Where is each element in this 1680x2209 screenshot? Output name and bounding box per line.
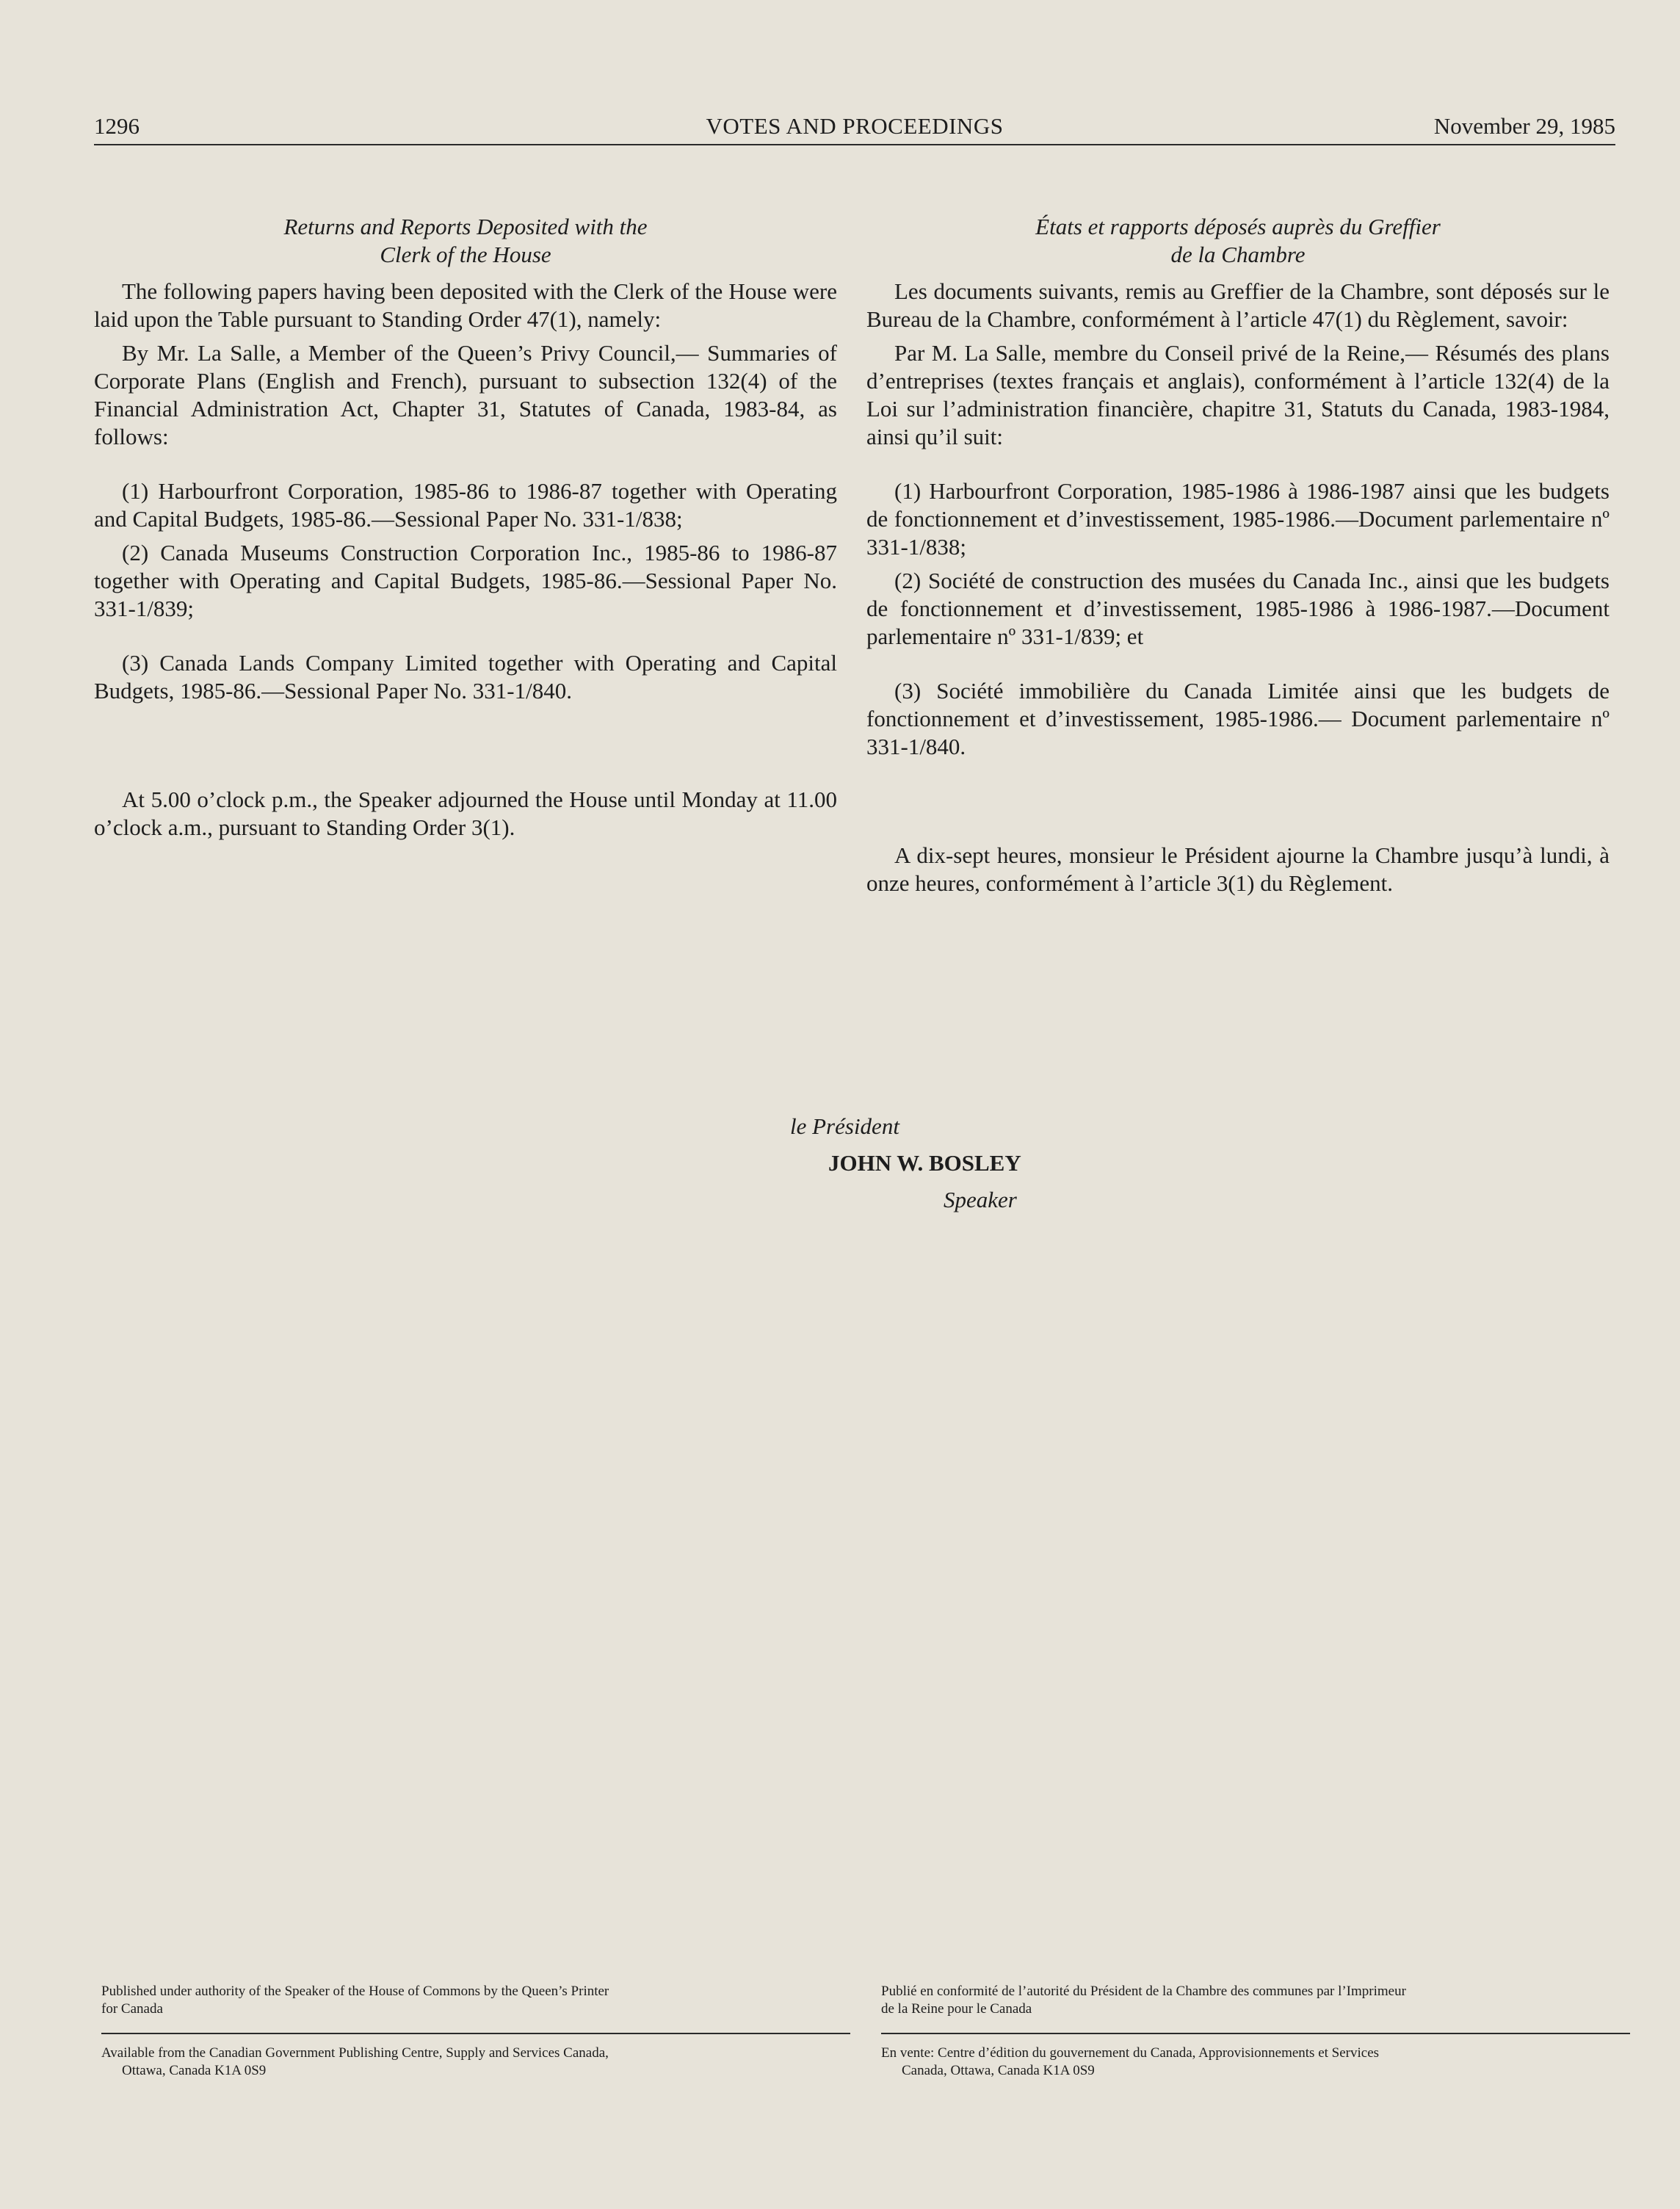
footer-french-availability-line-2: Canada, Ottawa, Canada K1A 0S9 <box>902 2063 1095 2078</box>
french-item-3: (3) Société immobilière du Canada Limitée ainsi que les budgets de fonctionnement et d’investissement, 1985-1986.— Document parlementaire nº 331-1/840. <box>866 678 1610 759</box>
signature-title-en: Speaker <box>944 1187 1017 1212</box>
english-column <box>94 213 837 842</box>
french-section-title <box>866 213 1610 269</box>
signature-title-fr: le Président <box>790 1113 899 1139</box>
footer-english <box>101 1983 850 2080</box>
english-intro: The following papers having been deposited with the Clerk of the House were laid upon the Table pursuant to Standing Order 47(1), namely: <box>94 278 837 332</box>
french-item-2: (2) Société de construction des musées du Canada Inc., ainsi que les budgets de fonctionnement et d’investissement, 1985-1986 à 1986-1987.—Document parlementaire nº 331-1/839; et <box>866 568 1610 649</box>
english-section-title-line-1: Returns and Reports Deposited with the <box>283 214 648 239</box>
french-item-1: (1) Harbourfront Corporation, 1985-1986 à 1986-1987 ainsi que les budgets de fonctionnement et d’investissement, 1985-1986.—Document parlementaire nº 331-1/838; <box>866 478 1610 560</box>
page-number: 1296 <box>94 113 140 139</box>
signature-name: JOHN W. BOSLEY <box>828 1150 1021 1176</box>
english-item-2: (2) Canada Museums Construction Corporation Inc., 1985-86 to 1986-87 together with Operating and Capital Budgets, 1985-86.—Sessional Paper No. 331-1/839; <box>94 540 837 621</box>
french-intro: Les documents suivants, remis au Greffier de la Chambre, sont déposés sur le Bureau de la Chambre, conformément à l’article 47(1) du Règlement, savoir: <box>866 278 1610 332</box>
footer-english-rule <box>101 2033 850 2034</box>
french-section-title-line-1: États et rapports déposés auprès du Greffier <box>1035 214 1441 239</box>
footer-french-availability-line-1: En vente: Centre d’édition du gouvernement du Canada, Approvisionnements et Services <box>881 2045 1380 2061</box>
english-by-line: By Mr. La Salle, a Member of the Queen’s Privy Council,— Summaries of Corporate Plans (English and French), pursuant to subsection 132(4) of the Financial Administration Act, Chapter 31, Statutes of Canada, 1983-84, as follows: <box>94 340 837 449</box>
french-adjournment: A dix-sept heures, monsieur le Président ajourne la Chambre jusqu’à lundi, à onze heures, conformément à l’article 3(1) du Règlement. <box>866 842 1610 896</box>
footer-english-availability-line-2: Ottawa, Canada K1A 0S9 <box>122 2063 267 2078</box>
english-adjournment: At 5.00 o’clock p.m., the Speaker adjourned the House until Monday at 11.00 o’clock a.m., pursuant to Standing Order 3(1). <box>94 787 837 840</box>
english-section-title <box>94 213 837 269</box>
english-section-title-line-2: Clerk of the House <box>380 242 551 267</box>
footer-english-availability-line-1: Available from the Canadian Government Publishing Centre, Supply and Services Canada, <box>101 2045 609 2061</box>
footer-french-availability <box>881 2044 1630 2080</box>
footer-french <box>881 1983 1630 2080</box>
footer-english-publisher <box>101 1983 850 2018</box>
running-title: VOTES AND PROCEEDINGS <box>706 113 1004 139</box>
footer-english-availability <box>101 2044 850 2080</box>
footer-french-publisher <box>881 1983 1630 2018</box>
french-section-title-line-2: de la Chambre <box>1170 242 1306 267</box>
english-item-3: (3) Canada Lands Company Limited together with Operating and Capital Budgets, 1985-86.—Sessional Paper No. 331-1/840. <box>94 650 837 704</box>
footer-french-publisher-line-1: Publié en conformité de l’autorité du Président de la Chambre des communes par l’Imprimeur <box>881 1984 1406 1999</box>
footer-french-publisher-line-2: de la Reine pour le Canada <box>881 2001 1032 2017</box>
english-item-1: (1) Harbourfront Corporation, 1985-86 to 1986-87 together with Operating and Capital Budgets, 1985-86.—Sessional Paper No. 331-1/838; <box>94 478 837 532</box>
footer-english-publisher-line-2: for Canada <box>101 2001 163 2017</box>
french-by-line: Par M. La Salle, membre du Conseil privé de la Reine,— Résumés des plans d’entreprises (textes français et anglais), conformément à l’article 132(4) de la Loi sur l’administration financière, chapitre 31, Statuts du Canada, 1983-1984, ainsi qu’il suit: <box>866 340 1610 449</box>
page-date: November 29, 1985 <box>1433 113 1615 139</box>
french-column <box>866 213 1610 897</box>
footer-french-rule <box>881 2033 1630 2034</box>
page-header <box>94 110 1615 145</box>
footer-english-publisher-line-1: Published under authority of the Speaker of the House of Commons by the Queen’s Printer <box>101 1984 609 1999</box>
